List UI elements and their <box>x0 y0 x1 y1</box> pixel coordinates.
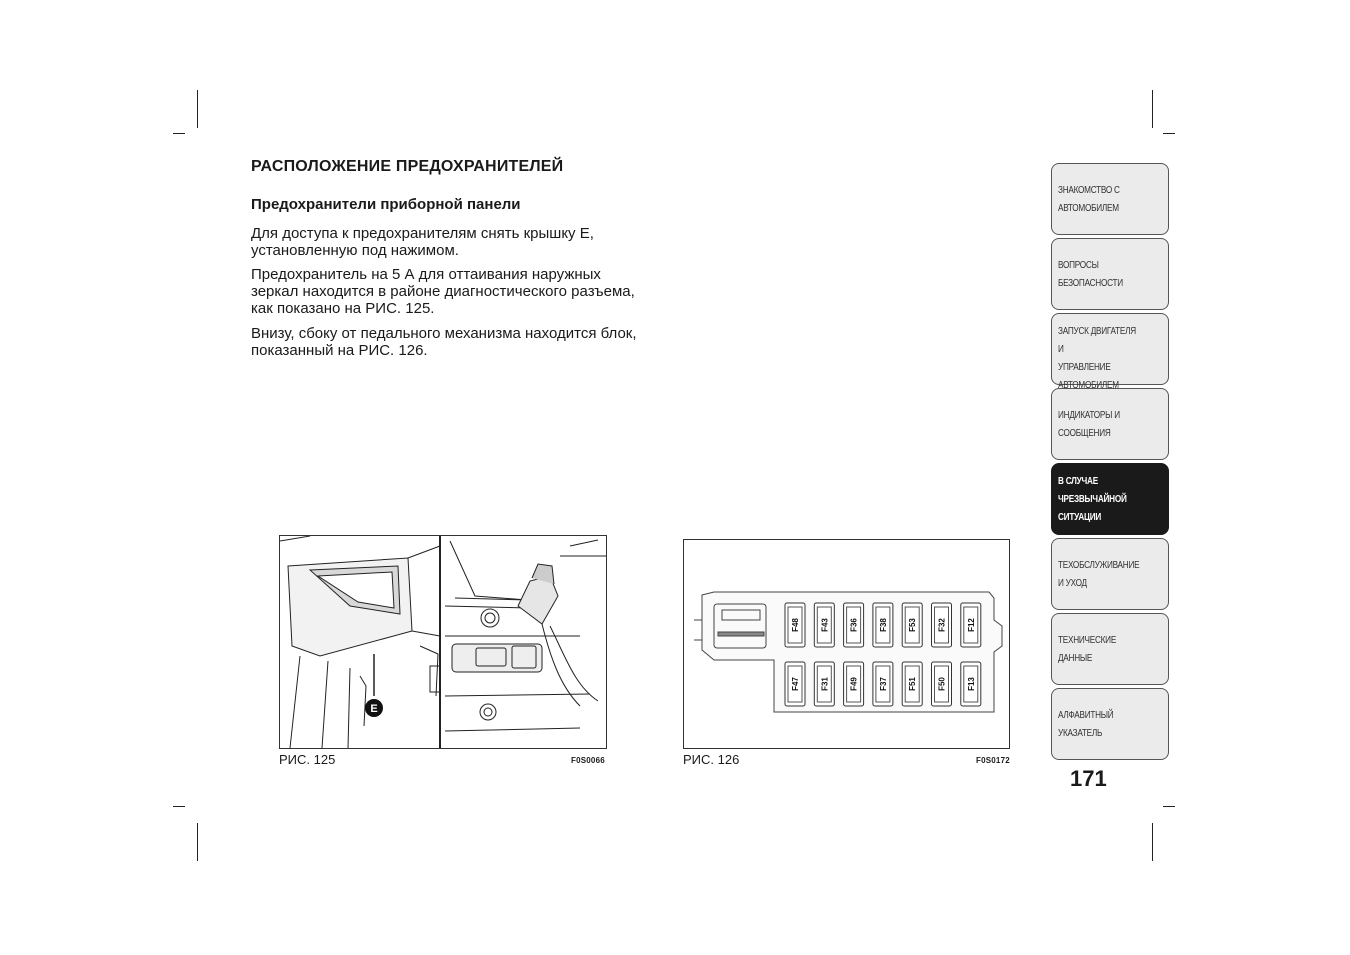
crop-mark <box>173 133 185 134</box>
tab-index[interactable] <box>1051 688 1169 760</box>
fuse-label: F38 <box>878 618 888 632</box>
fuse-label: F50 <box>937 677 947 691</box>
callout-e-label: E <box>370 703 378 715</box>
figure-125 <box>279 535 607 749</box>
figure-caption: РИС. 125 <box>279 752 336 767</box>
tab-driving[interactable] <box>1051 313 1169 391</box>
crop-mark <box>173 806 185 807</box>
tab-label: ТЕХОБСЛУЖИВАНИЕ И УХОД <box>1058 560 1140 589</box>
tab-tech-data[interactable] <box>1051 613 1169 685</box>
fuse-label: F12 <box>966 618 976 632</box>
fuse-label: F13 <box>966 677 976 691</box>
fuse-label: F31 <box>820 677 830 691</box>
fuse-label: F53 <box>908 618 918 632</box>
tab-label: АЛФАВИТНЫЙ УКАЗАТЕЛЬ <box>1058 710 1114 739</box>
tab-emergency[interactable] <box>1051 463 1169 535</box>
tab-maintenance[interactable] <box>1051 538 1169 610</box>
tab-safety[interactable] <box>1051 238 1169 310</box>
crop-mark <box>1152 823 1153 861</box>
tab-label: В СЛУЧАЕ ЧРЕЗВЫЧАЙНОЙ СИТУАЦИИ <box>1058 476 1127 523</box>
dashboard-illustration <box>280 536 606 748</box>
crop-mark <box>197 823 198 861</box>
figure-code: F0S0172 <box>976 756 1010 765</box>
fuse-label: F37 <box>878 677 888 691</box>
paragraph: Для доступа к предохранителям снять крышку Е, установленную под нажимом. <box>251 225 594 259</box>
fuse-label: F48 <box>791 618 800 632</box>
figure-caption: РИС. 126 <box>683 752 740 767</box>
tab-label: ВОПРОСЫ БЕЗОПАСНОСТИ <box>1058 260 1123 289</box>
fuse-label: F47 <box>791 677 800 691</box>
fuse-row-top <box>785 603 981 647</box>
fuse-row-bottom <box>785 662 981 706</box>
paragraph: Предохранитель на 5 А для оттаивания наружных зеркал находится в районе диагностического разъема, как показано на РИС. 125. <box>251 266 635 317</box>
tab-label: ИНДИКАТОРЫ И СООБЩЕНИЯ <box>1058 410 1120 439</box>
chapter-tabs <box>1051 163 1169 763</box>
tab-indicators[interactable] <box>1051 388 1169 460</box>
fuse-label: F32 <box>937 618 947 632</box>
tab-intro[interactable] <box>1051 163 1169 235</box>
crop-mark <box>197 90 198 128</box>
crop-mark <box>1163 806 1175 807</box>
figure-126 <box>683 539 1010 749</box>
fuse-label: F43 <box>820 618 830 632</box>
figure-code: F0S0066 <box>571 756 605 765</box>
tab-label: ЗНАКОМСТВО С АВТОМОБИЛЕМ <box>1058 185 1120 214</box>
fuse-box-illustration <box>684 540 1009 748</box>
fuse-label: F36 <box>849 618 859 632</box>
tab-label: ЗАПУСК ДВИГАТЕЛЯ И УПРАВЛЕНИЕ АВТОМОБИЛЕМ <box>1058 326 1136 391</box>
crop-mark <box>1152 90 1153 128</box>
tab-label: ТЕХНИЧЕСКИЕ ДАННЫЕ <box>1058 635 1117 664</box>
crop-mark <box>1163 133 1175 134</box>
fuse-label: F51 <box>908 677 918 691</box>
subtitle: Предохранители приборной панели <box>251 196 521 213</box>
page-number: 171 <box>1070 766 1107 791</box>
paragraph: Внизу, сбоку от педального механизма находится блок, показанный на РИС. 126. <box>251 325 637 359</box>
fuse-label: F49 <box>849 677 859 691</box>
section-title: РАСПОЛОЖЕНИЕ ПРЕДОХРАНИТЕЛЕЙ <box>251 158 564 175</box>
